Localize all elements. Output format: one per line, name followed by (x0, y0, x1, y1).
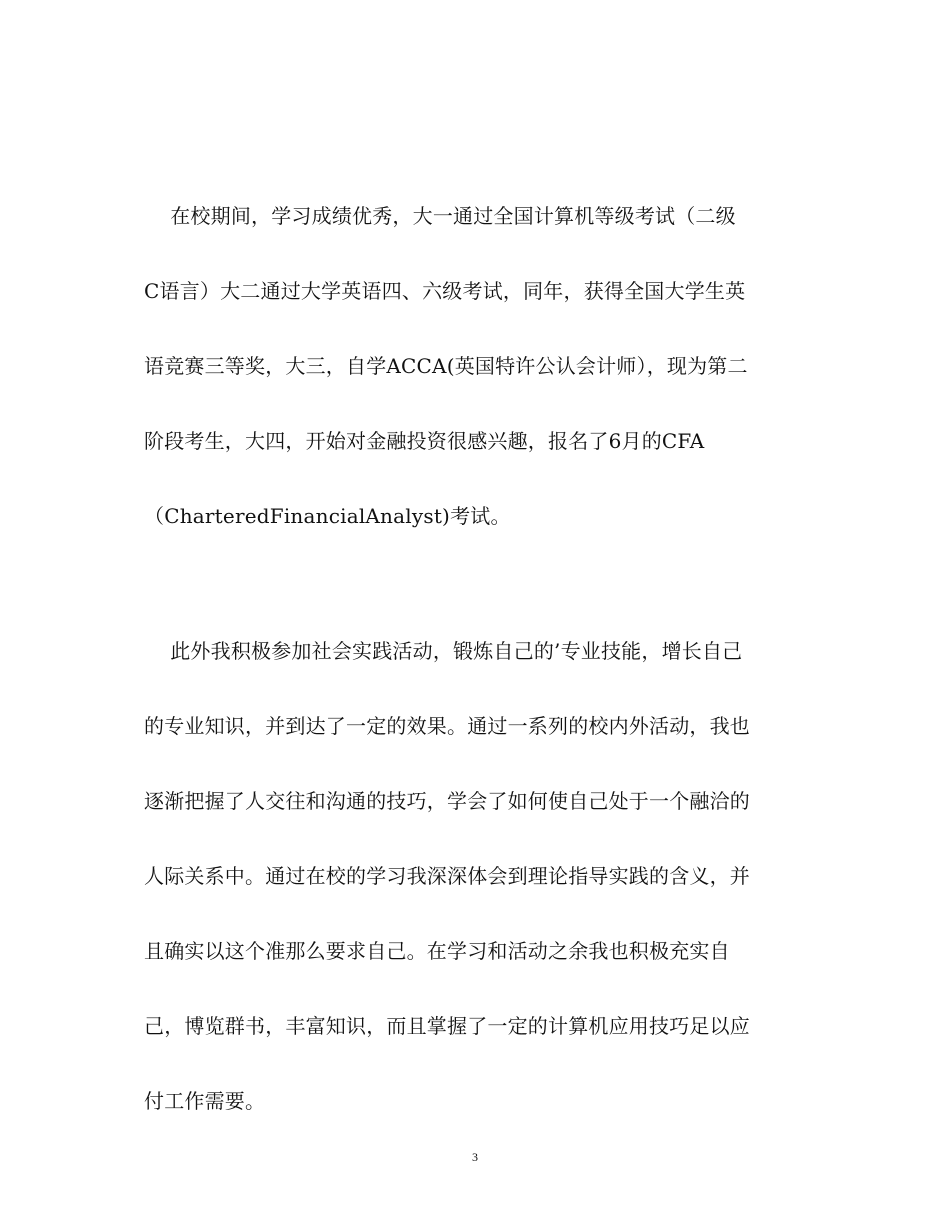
paragraph-line: （CharteredFinancialAnalyst)考试。 (144, 504, 511, 528)
paragraph-line: 己，博览群书，丰富知识，而且掌握了一定的计算机应用技巧足以应 (144, 1014, 750, 1038)
paragraph-line: 付工作需要。 (144, 1089, 266, 1113)
page-number: 3 (472, 1150, 478, 1164)
paragraph-practice (144, 636, 814, 1161)
paragraph-education (144, 201, 814, 576)
paragraph-line: 且确实以这个准那么要求自己。在学习和活动之余我也积极充实自 (144, 939, 730, 963)
paragraph-line: 人际关系中。通过在校的学习我深深体会到理论指导实践的含义，并 (144, 864, 750, 888)
paragraph-line: 阶段考生，大四，开始对金融投资很感兴趣，报名了6月的CFA (144, 429, 705, 453)
paragraph-line: 此外我积极参加社会实践活动，锻炼自己的’专业技能，增长自己 (144, 639, 743, 663)
paragraph-line: 的专业知识，并到达了一定的效果。通过一系列的校内外活动，我也 (144, 714, 750, 738)
paragraph-line: 语竞赛三等奖，大三，自学ACCA(英国特许公认会计师），现为第二 (144, 354, 748, 378)
paragraph-line: C语言）大二通过大学英语四、六级考试，同年，获得全国大学生英 (144, 279, 746, 303)
paragraph-line: 逐渐把握了人交往和沟通的技巧，学会了如何使自己处于一个融洽的 (144, 789, 750, 813)
paragraph-line: 在校期间，学习成绩优秀，大一通过全国计算机等级考试（二级 (144, 204, 736, 228)
